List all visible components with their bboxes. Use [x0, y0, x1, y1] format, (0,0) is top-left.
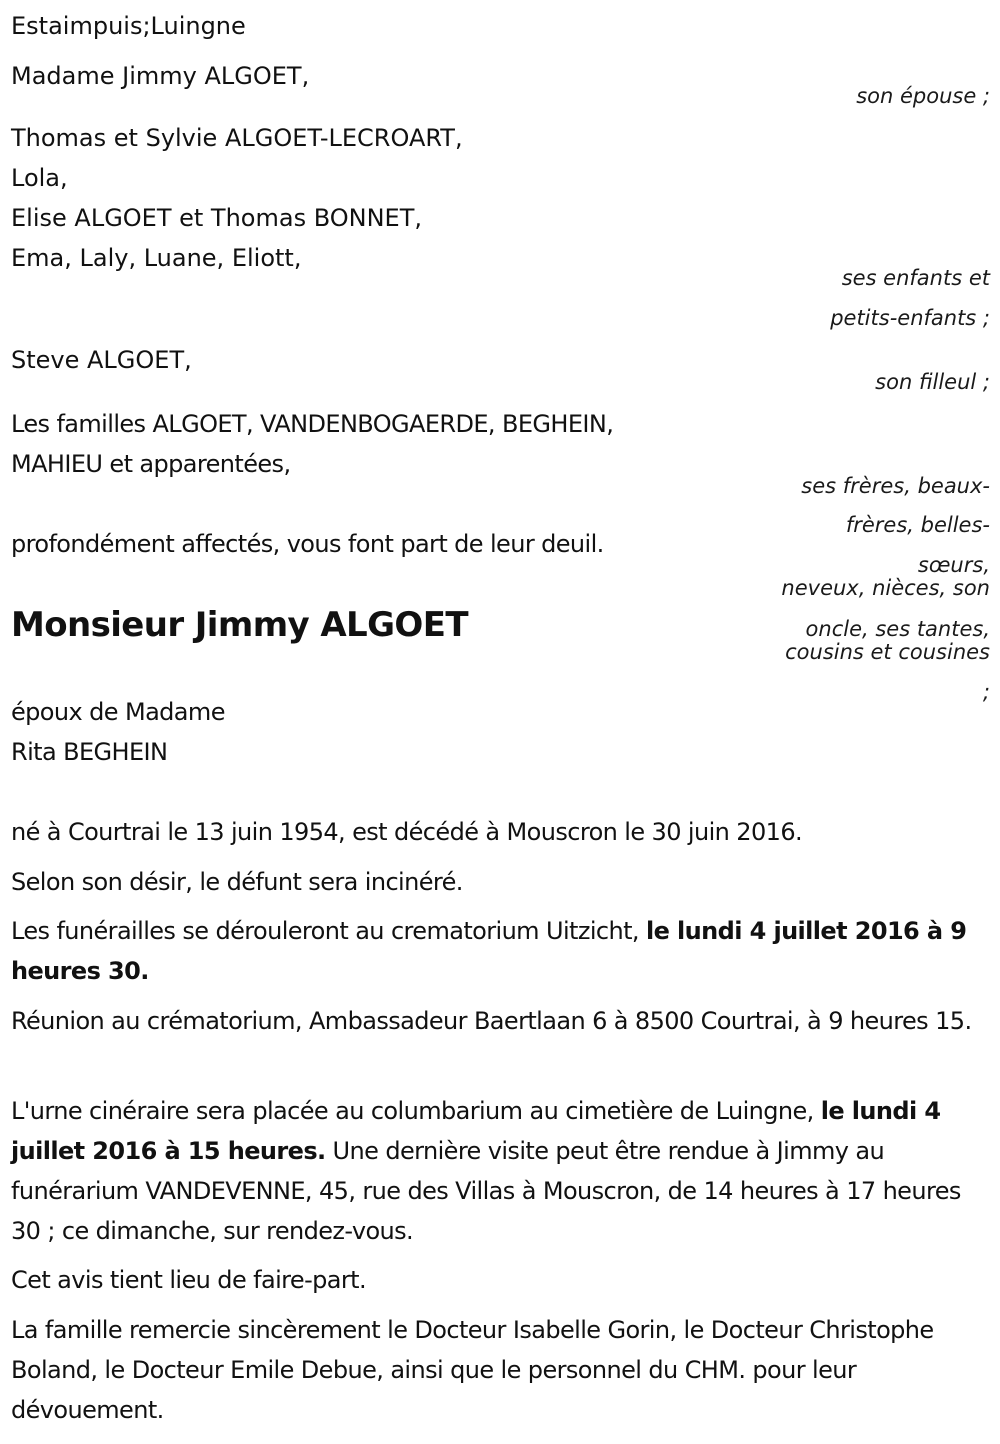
relation-extended: frères, belles-: [845, 513, 990, 537]
announcement-line: profondément affectés, vous font part de leur deuil.: [11, 530, 604, 558]
urn-visit-text: Une dernière visite peut être rendue à Jimmy au funérarium VANDEVENNE, 45, rue des Villas à Mouscron, de 14 heures à 17 heures 30 ; ce dimanche, sur rendez-vous.: [11, 1137, 961, 1245]
family-godson-name: Steve ALGOET,: [11, 346, 192, 374]
relation-children: ses enfants et: [841, 266, 990, 290]
thanks-paragraph: La famille remercie sincèrement le Docteur Isabelle Gorin, le Docteur Christophe Boland, le Docteur Emile Debue, ainsi que le personnel du CHM. pour leur dévouement.: [11, 1316, 934, 1424]
birth-death-paragraph: né à Courtrai le 13 juin 1954, est décédé à Mouscron le 30 juin 2016.: [11, 818, 803, 846]
relation-extended: sœurs,: [917, 553, 990, 577]
relation-children: petits-enfants ;: [830, 306, 990, 330]
meeting-paragraph: Réunion au crématorium, Ambassadeur Baertlaan 6 à 8500 Courtrai, à 9 heures 15.: [11, 1007, 972, 1035]
urn-paragraph: [11, 1091, 986, 1251]
family-extended-line: Les familles ALGOET, VANDENBOGAERDE, BEGHEIN,: [11, 410, 614, 438]
funeral-date: le lundi 4 juillet 2016 à 9 heures 30.: [11, 917, 967, 985]
relation-extended: ses frères, beaux-: [801, 474, 990, 498]
funeral-paragraph: [11, 911, 986, 991]
relation-extended: cousins et cousines: [785, 640, 990, 664]
family-spouse-name: Madame Jimmy ALGOET,: [11, 62, 310, 90]
family-children-line: Lola,: [11, 164, 68, 192]
relation-godson: son filleul ;: [875, 370, 990, 394]
family-children-line: Thomas et Sylvie ALGOET-LECROART,: [11, 124, 463, 152]
family-children-line: Elise ALGOET et Thomas BONNET,: [11, 204, 422, 232]
urn-text: L'urne cinéraire sera placée au columbarium au cimetière de Luingne,: [11, 1097, 821, 1125]
relation-spouse: son épouse ;: [856, 84, 990, 108]
spouse-line: Rita BEGHEIN: [11, 738, 168, 766]
location-line: Estaimpuis;Luingne: [11, 12, 246, 40]
urn-date: le lundi 4 juillet 2016 à 15 heures.: [11, 1097, 941, 1165]
relation-extended: oncle, ses tantes,: [805, 617, 990, 641]
relation-extended: ;: [982, 680, 990, 704]
wish-paragraph: Selon son désir, le défunt sera incinéré.: [11, 868, 463, 896]
family-children-line: Ema, Laly, Luane, Eliott,: [11, 244, 302, 272]
deceased-name: Monsieur Jimmy ALGOET: [11, 605, 468, 645]
notice-paragraph: Cet avis tient lieu de faire-part.: [11, 1266, 366, 1294]
family-extended-line: MAHIEU et apparentées,: [11, 450, 291, 478]
relation-extended: neveux, nièces, son: [781, 576, 990, 600]
spouse-line: époux de Madame: [11, 698, 225, 726]
funeral-text: Les funérailles se dérouleront au crematorium Uitzicht,: [11, 917, 646, 945]
